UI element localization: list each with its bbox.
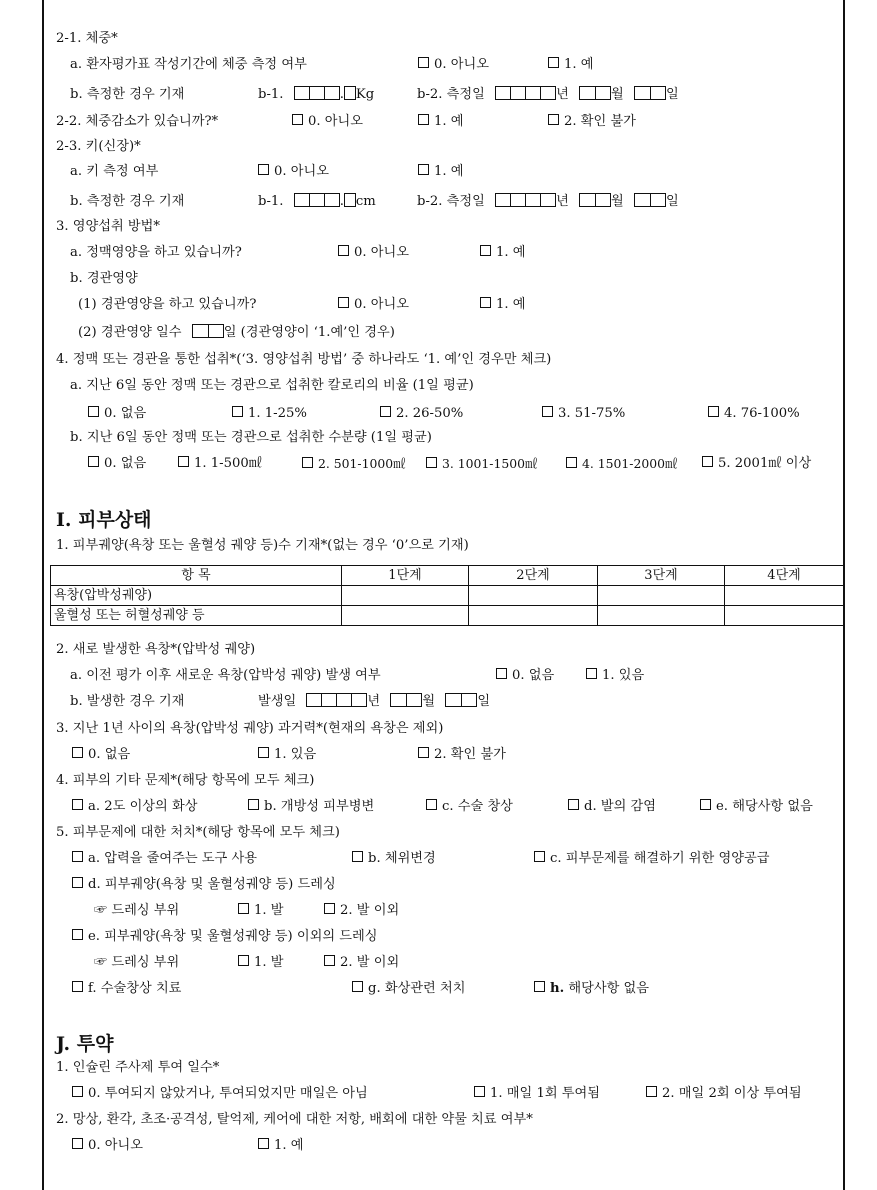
tube-feeding-label: b. 경관영양 (70, 271, 138, 286)
table-row (51, 606, 844, 626)
treatment-nutrition[interactable]: c. 피부문제를 해결하기 위한 영양공급 (534, 850, 769, 868)
checkbox[interactable] (548, 57, 559, 68)
q4b-question: b. 지난 6일 동안 정맥 또는 경관으로 섭취한 수분량 (1일 평균) (70, 430, 432, 445)
count-cell[interactable] (469, 586, 598, 606)
iv-nutrition-no[interactable]: 0. 아니오 (338, 244, 409, 262)
dressing-site-foot-2[interactable]: 1. 발 (238, 954, 284, 972)
day-boxes[interactable] (634, 86, 666, 100)
skin-other-surgical[interactable]: c. 수술 창상 (426, 798, 513, 816)
dressing-site-other[interactable]: 2. 발 이외 (324, 902, 399, 920)
tube-feeding-days-field[interactable]: (2) 경관영양 일수 일 (경관영양이 ‘1.예’인 경우) (78, 325, 395, 340)
weight-measured-no[interactable]: 0. 아니오 (418, 56, 489, 74)
month-boxes[interactable] (579, 86, 611, 100)
day-boxes[interactable] (634, 193, 666, 207)
tube-feeding-yes[interactable]: 1. 예 (480, 296, 526, 314)
row-label: 욕창(압박성궤양) (51, 586, 342, 606)
height-date-field[interactable]: b-2. 측정일 년 월 일 (417, 194, 679, 209)
weight-loss-question: 2-2. 체중감소가 있습니까?* (56, 114, 219, 129)
year-boxes[interactable] (495, 193, 556, 207)
treatment-ulcer-dressing[interactable]: d. 피부궤양(욕창 및 울혈성궤양 등) 드레싱 (72, 876, 336, 894)
count-cell[interactable] (342, 606, 469, 626)
weight-record-label: b. 측정한 경우 기재 (70, 87, 185, 102)
treatment-pressure[interactable]: a. 압력을 줄여주는 도구 사용 (72, 850, 257, 868)
weight-integer-boxes[interactable] (294, 86, 340, 100)
month-boxes[interactable] (390, 693, 422, 707)
calorie-opt-1[interactable]: 1. 1-25% (232, 405, 307, 423)
treatment-none[interactable]: h. 해당사항 없음 (534, 980, 649, 998)
ulcer-history-question: 3. 지난 1년 사이의 욕창(압박성 궤양) 과거력*(현재의 욕창은 제외) (56, 721, 444, 736)
count-cell[interactable] (725, 586, 844, 606)
height-measured-question: a. 키 측정 여부 (70, 164, 159, 179)
fluid-opt-0[interactable]: 0. 없음 (88, 455, 146, 473)
height-record-label: b. 측정한 경우 기재 (70, 194, 185, 209)
row-label: 울혈성 또는 허혈성궤양 등 (51, 606, 342, 626)
weight-measured-question: a. 환자평가표 작성기간에 체중 측정 여부 (70, 57, 307, 72)
weight-date-field[interactable]: b-2. 측정일 년 월 일 (417, 87, 679, 102)
behavior-med-question: 2. 망상, 환각, 초조·공격성, 탈억제, 케어에 대한 저항, 배회에 대한 약물 치료 여부* (56, 1112, 533, 1127)
count-cell[interactable] (598, 586, 725, 606)
behavior-med-no[interactable]: 0. 아니오 (72, 1137, 143, 1155)
calorie-opt-2[interactable]: 2. 26-50% (380, 405, 463, 423)
month-boxes[interactable] (579, 193, 611, 207)
dressing-site-label: ☞ 드레싱 부위 (94, 903, 180, 918)
section-j-title: J. 투약 (56, 1033, 114, 1055)
weight-value-field[interactable]: b-1. . Kg (258, 87, 375, 102)
ulcer-table (50, 565, 844, 626)
left-border (42, 0, 44, 1190)
onset-date-field[interactable]: 발생일 년 월 일 (258, 694, 491, 709)
insulin-opt-2[interactable]: 2. 매일 2회 이상 투여됨 (646, 1085, 802, 1103)
year-boxes[interactable] (495, 86, 556, 100)
insulin-question: 1. 인슐린 주사제 투여 일수* (56, 1060, 220, 1075)
table-header-row (51, 566, 844, 586)
count-cell[interactable] (725, 606, 844, 626)
intake-heading: 3. 영양섭취 방법* (56, 219, 160, 234)
fluid-opt-5[interactable]: 5. 2001㎖ 이상 (702, 455, 811, 473)
weight-loss-unknown[interactable]: 2. 확인 불가 (548, 113, 636, 131)
skin-other-foot[interactable]: d. 발의 감염 (568, 798, 656, 816)
weight-loss-yes[interactable]: 1. 예 (418, 113, 464, 131)
height-measured-yes[interactable]: 1. 예 (418, 163, 464, 181)
new-ulcer-heading: 2. 새로 발생한 욕창*(압박성 궤양) (56, 642, 256, 657)
height-integer-boxes[interactable] (294, 193, 340, 207)
year-boxes[interactable] (306, 693, 367, 707)
new-ulcer-none[interactable]: 0. 없음 (496, 667, 554, 685)
calorie-opt-3[interactable]: 3. 51-75% (542, 405, 625, 423)
height-measured-no[interactable]: 0. 아니오 (258, 163, 329, 181)
skin-treatment-question: 5. 피부문제에 대한 처치*(해당 항목에 모두 체크) (56, 825, 340, 840)
height-decimal-box[interactable] (344, 193, 356, 207)
table-header: 2단계 (469, 566, 598, 586)
section-i-title: I. 피부상태 (56, 509, 152, 531)
weight-heading: 2-1. 체중* (56, 31, 118, 46)
insulin-opt-1[interactable]: 1. 매일 1회 투여됨 (474, 1085, 600, 1103)
ulcer-count-question: 1. 피부궤양(욕창 또는 울혈성 궤양 등)수 기재*(없는 경우 ‘0’으로 기재) (56, 538, 469, 553)
ulcer-history-none[interactable]: 0. 없음 (72, 746, 130, 764)
dressing-site-other-2[interactable]: 2. 발 이외 (324, 954, 399, 972)
ulcer-history-unknown[interactable]: 2. 확인 불가 (418, 746, 506, 764)
behavior-med-yes[interactable]: 1. 예 (258, 1137, 304, 1155)
table-header: 항 목 (51, 566, 342, 586)
fluid-opt-1[interactable]: 1. 1-500㎖ (178, 455, 262, 473)
skin-other-lesion[interactable]: b. 개방성 피부병변 (248, 798, 374, 816)
day-boxes[interactable] (445, 693, 477, 707)
q4-heading: 4. 정맥 또는 경관을 통한 섭취*(‘3. 영양섭취 방법’ 중 하나라도 ‘1. 예’인 경우만 체크) (56, 352, 552, 367)
skin-other-question: 4. 피부의 기타 문제*(해당 항목에 모두 체크) (56, 773, 315, 788)
weight-loss-no[interactable]: 0. 아니오 (292, 113, 363, 131)
days-boxes[interactable] (192, 324, 224, 338)
treatment-burn[interactable]: g. 화상관련 처치 (352, 980, 465, 998)
table-header: 4단계 (725, 566, 844, 586)
height-value-field[interactable]: b-1. . cm (258, 194, 376, 209)
new-ulcer-question: a. 이전 평가 이후 새로운 욕창(압박성 궤양) 발생 여부 (70, 668, 381, 683)
treatment-surgical-wound[interactable]: f. 수술창상 치료 (72, 980, 181, 998)
treatment-other-dressing[interactable]: e. 피부궤양(욕창 및 울혈성궤양 등) 이외의 드레싱 (72, 928, 377, 946)
count-cell[interactable] (469, 606, 598, 626)
calorie-opt-0[interactable]: 0. 없음 (88, 405, 146, 423)
height-heading: 2-3. 키(신장)* (56, 139, 141, 154)
skin-other-none[interactable]: e. 해당사항 없음 (700, 798, 813, 816)
tube-feeding-no[interactable]: 0. 아니오 (338, 296, 409, 314)
tube-feeding-question: (1) 경관영양을 하고 있습니까? (78, 297, 257, 312)
iv-nutrition-question: a. 정맥영양을 하고 있습니까? (70, 245, 242, 260)
fluid-opt-4[interactable]: 4. 1501-2000㎖ (566, 455, 677, 473)
count-cell[interactable] (342, 586, 469, 606)
treatment-reposition[interactable]: b. 체위변경 (352, 850, 436, 868)
calorie-opt-4[interactable]: 4. 76-100% (708, 405, 800, 423)
count-cell[interactable] (598, 606, 725, 626)
dressing-site-foot[interactable]: 1. 발 (238, 902, 284, 920)
q4a-question: a. 지난 6일 동안 정맥 또는 경관으로 섭취한 칼로리의 비율 (1일 평균) (70, 378, 474, 393)
table-row (51, 586, 844, 606)
skin-other-burn[interactable]: a. 2도 이상의 화상 (72, 798, 197, 816)
dressing-site-label-2: ☞ 드레싱 부위 (94, 955, 180, 970)
weight-measured-yes[interactable]: 1. 예 (548, 56, 594, 74)
fluid-opt-3[interactable]: 3. 1001-1500㎖ (426, 455, 537, 473)
fluid-opt-2[interactable]: 2. 501-1000㎖ (302, 455, 406, 473)
table-header: 1단계 (342, 566, 469, 586)
checkbox[interactable] (418, 57, 429, 68)
new-ulcer-record-label: b. 발생한 경우 기재 (70, 694, 185, 709)
insulin-opt-0[interactable]: 0. 투여되지 않았거나, 투여되었지만 매일은 아님 (72, 1085, 368, 1103)
table-header: 3단계 (598, 566, 725, 586)
weight-decimal-box[interactable] (344, 86, 356, 100)
iv-nutrition-yes[interactable]: 1. 예 (480, 244, 526, 262)
ulcer-history-yes[interactable]: 1. 있음 (258, 746, 316, 764)
new-ulcer-yes[interactable]: 1. 있음 (586, 667, 644, 685)
